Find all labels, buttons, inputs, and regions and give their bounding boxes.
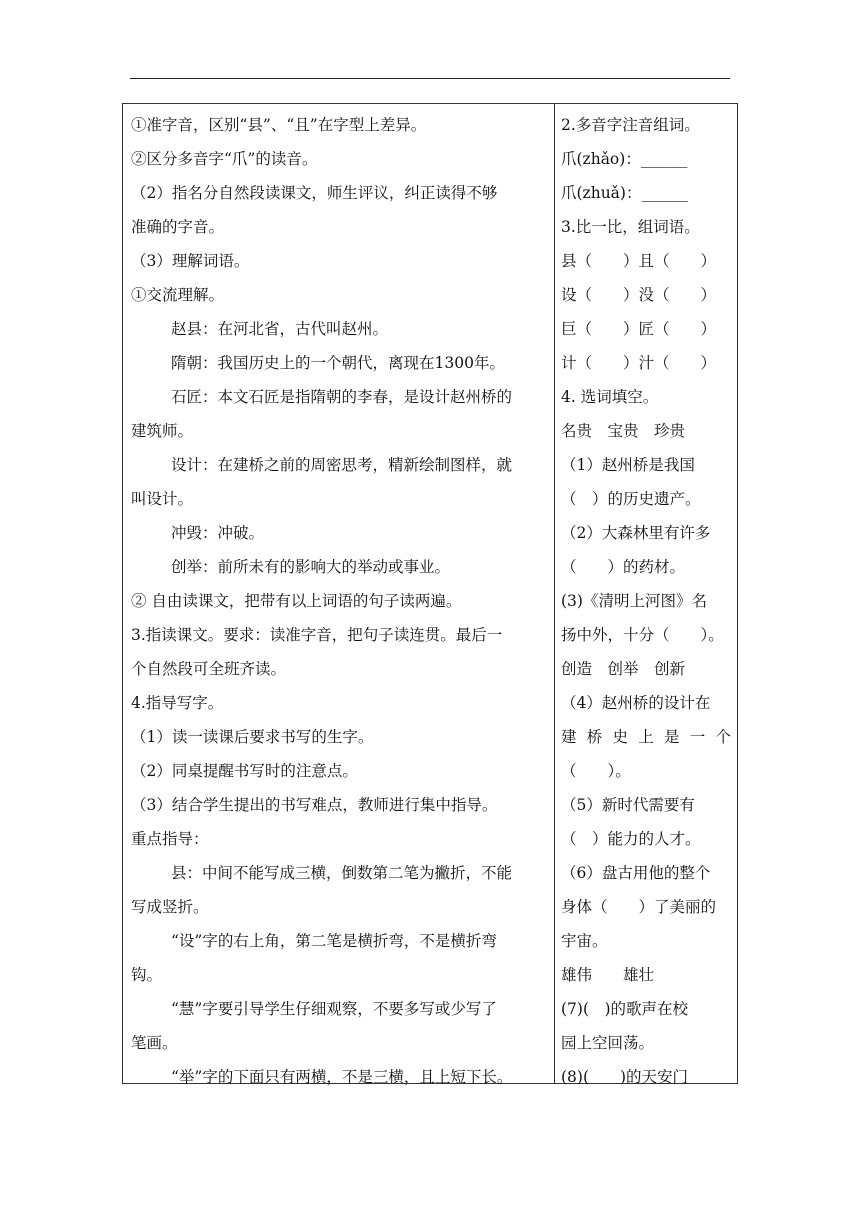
steps-text-line: ②区分多音字“爪”的读音。	[131, 150, 318, 168]
steps-text-line: （2）同桌提醒书写时的注意点。	[131, 762, 358, 780]
exercise-text-line: （ ）的药材。	[561, 558, 686, 576]
exercise-text-line: （4）赵州桥的设计在	[561, 694, 711, 712]
steps-text-line: 个自然段可全班齐读。	[131, 660, 287, 678]
lesson-table	[122, 103, 738, 1084]
exercise-text-line: 创造 创举 创新	[561, 660, 686, 678]
exercise-text-line: 扬中外，十分（ ）。	[561, 626, 724, 644]
steps-text-line: （1）读一读课后要求书写的生字。	[131, 728, 374, 746]
steps-text-line: 县：中间不能写成三横，倒数第二笔为撇折，不能	[171, 864, 513, 882]
exercise-text-line: 爪(zhǎo)：______	[561, 150, 688, 168]
steps-text-line: “举”字的下面只有两横，不是三横，且上短下长。	[171, 1068, 513, 1086]
exercise-text-line: 4. 选词填空。	[561, 388, 659, 406]
steps-text-line: 石匠：本文石匠是指隋朝的李春，是设计赵州桥的	[171, 388, 513, 406]
teaching-steps-column	[131, 108, 549, 1094]
exercise-text-line: （ ）。	[561, 762, 631, 780]
exercise-text-line: 名贵 宝贵 珍贵	[561, 422, 686, 440]
exercise-text-line: （6）盘古用他的整个	[561, 864, 711, 882]
steps-text-line: 重点指导：	[131, 830, 209, 848]
steps-text-line: 钩。	[131, 966, 163, 984]
header-rule	[130, 78, 730, 79]
exercise-text-line: （ ）能力的人才。	[561, 830, 701, 848]
steps-text-line: 笔画。	[131, 1034, 178, 1052]
exercise-text-line: 计（ ）汁（ ）	[561, 354, 717, 372]
steps-text-line: ①准字音，区别“县”、“且”在字型上差异。	[131, 116, 427, 134]
exercise-text-line: 雄伟 雄壮	[561, 966, 655, 984]
exercise-text-line: 爪(zhuǎ)：______	[561, 184, 688, 202]
exercise-column	[561, 108, 731, 1094]
steps-text-line: 赵县：在河北省，古代叫赵州。	[171, 320, 389, 338]
steps-text-line: 创举：前所未有的影响大的举动或事业。	[171, 558, 451, 576]
exercise-text-line: （2）大森林里有许多	[561, 524, 711, 542]
exercise-text-line: (8)( )的天安门	[561, 1068, 689, 1086]
exercise-text-line: (7)( )的歌声在校	[561, 1000, 689, 1018]
steps-text-line: 3.指读课文。要求：读准字音，把句子读连贯。最后一	[131, 626, 503, 644]
steps-text-line: 叫设计。	[131, 490, 194, 508]
exercise-text-line: 3.比一比，组词语。	[561, 218, 700, 236]
exercise-text-line: 身体（ ）了美丽的	[561, 898, 717, 916]
steps-text-line: （3）结合学生提出的书写难点，教师进行集中指导。	[131, 796, 498, 814]
steps-text-line: （2）指名分自然段读课文，师生评议，纠正读得不够	[131, 184, 498, 202]
column-divider	[554, 104, 555, 1083]
exercise-text-line: （1）赵州桥是我国	[561, 456, 695, 474]
steps-text-line: 建筑师。	[131, 422, 194, 440]
steps-text-line: 写成竖折。	[131, 898, 209, 916]
exercise-text-line: 宇宙。	[561, 932, 608, 950]
steps-text-line: 冲毁：冲破。	[171, 524, 265, 542]
exercise-text-line: 2.多音字注音组词。	[561, 116, 700, 134]
steps-text-line: 隋朝：我国历史上的一个朝代，离现在1300年。	[171, 354, 505, 372]
steps-text-line: ①交流理解。	[131, 286, 225, 304]
exercise-text-line: 设（ ）没（ ）	[561, 286, 717, 304]
exercise-text-line: 巨（ ）匠（ ）	[561, 320, 717, 338]
exercise-text-line: （5）新时代需要有	[561, 796, 695, 814]
steps-text-line: “设”字的右上角，第二笔是横折弯，不是横折弯	[171, 932, 497, 950]
steps-text-line: ② 自由读课文，把带有以上词语的句子读两遍。	[131, 592, 462, 610]
steps-text-line: （3）理解词语。	[131, 252, 250, 270]
steps-text-line: “慧”字要引导学生仔细观察，不要多写或少写了	[171, 1000, 497, 1018]
steps-text-line: 4.指导写字。	[131, 694, 224, 712]
steps-text-line: 设计：在建桥之前的周密思考，精新绘制图样，就	[171, 456, 513, 474]
exercise-text-line: 园上空回荡。	[561, 1034, 655, 1052]
exercise-text-line: 建桥史上是一个	[561, 728, 731, 746]
steps-text-line: 准确的字音。	[131, 218, 225, 236]
exercise-text-line: (3)《清明上河图》名	[561, 592, 707, 610]
exercise-text-line: 县（ ）且（ ）	[561, 252, 717, 270]
exercise-text-line: （ ）的历史遗产。	[561, 490, 701, 508]
